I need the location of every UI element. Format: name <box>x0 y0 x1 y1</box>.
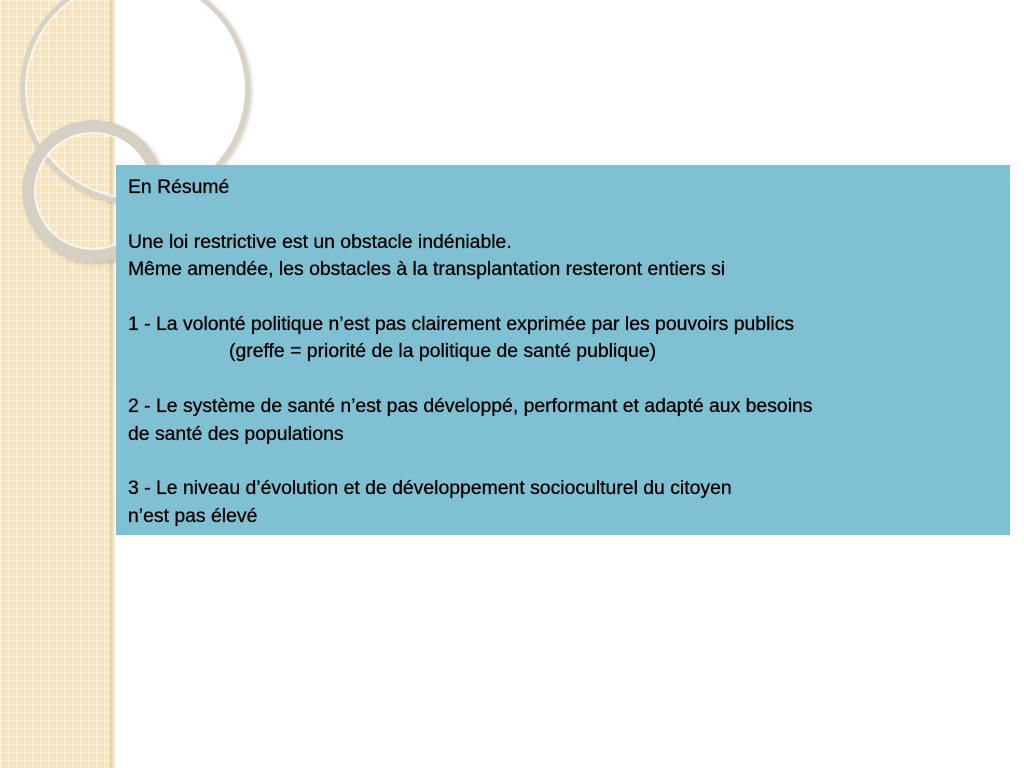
blank-line <box>128 366 998 393</box>
point-2-text: 2 - Le système de santé n’est pas développé, performant et adapté aux besoins <box>128 395 813 418</box>
point-1-text: 1 - La volonté politique n’est pas clairement exprimée par les pouvoirs publics <box>128 313 795 335</box>
blank-line <box>128 201 998 228</box>
summary-heading: En Résumé <box>128 176 230 198</box>
intro-line: Une loi restrictive est un obstacle indéniable. <box>128 230 512 253</box>
summary-text-box <box>116 165 1010 535</box>
point-1-note: (greffe = priorité de la politique de santé publique) <box>229 340 657 363</box>
blank-line <box>128 284 998 311</box>
point-3-text-continued: n’est pas élevé <box>128 504 258 527</box>
point-3-text: 3 - Le niveau d’évolution et de développement socioculturel du citoyen <box>128 477 732 500</box>
intro-line: Même amendée, les obstacles à la transplantation resteront entiers si <box>128 258 726 281</box>
point-2-text-continued: de santé des populations <box>128 422 344 445</box>
blank-line <box>128 448 998 475</box>
